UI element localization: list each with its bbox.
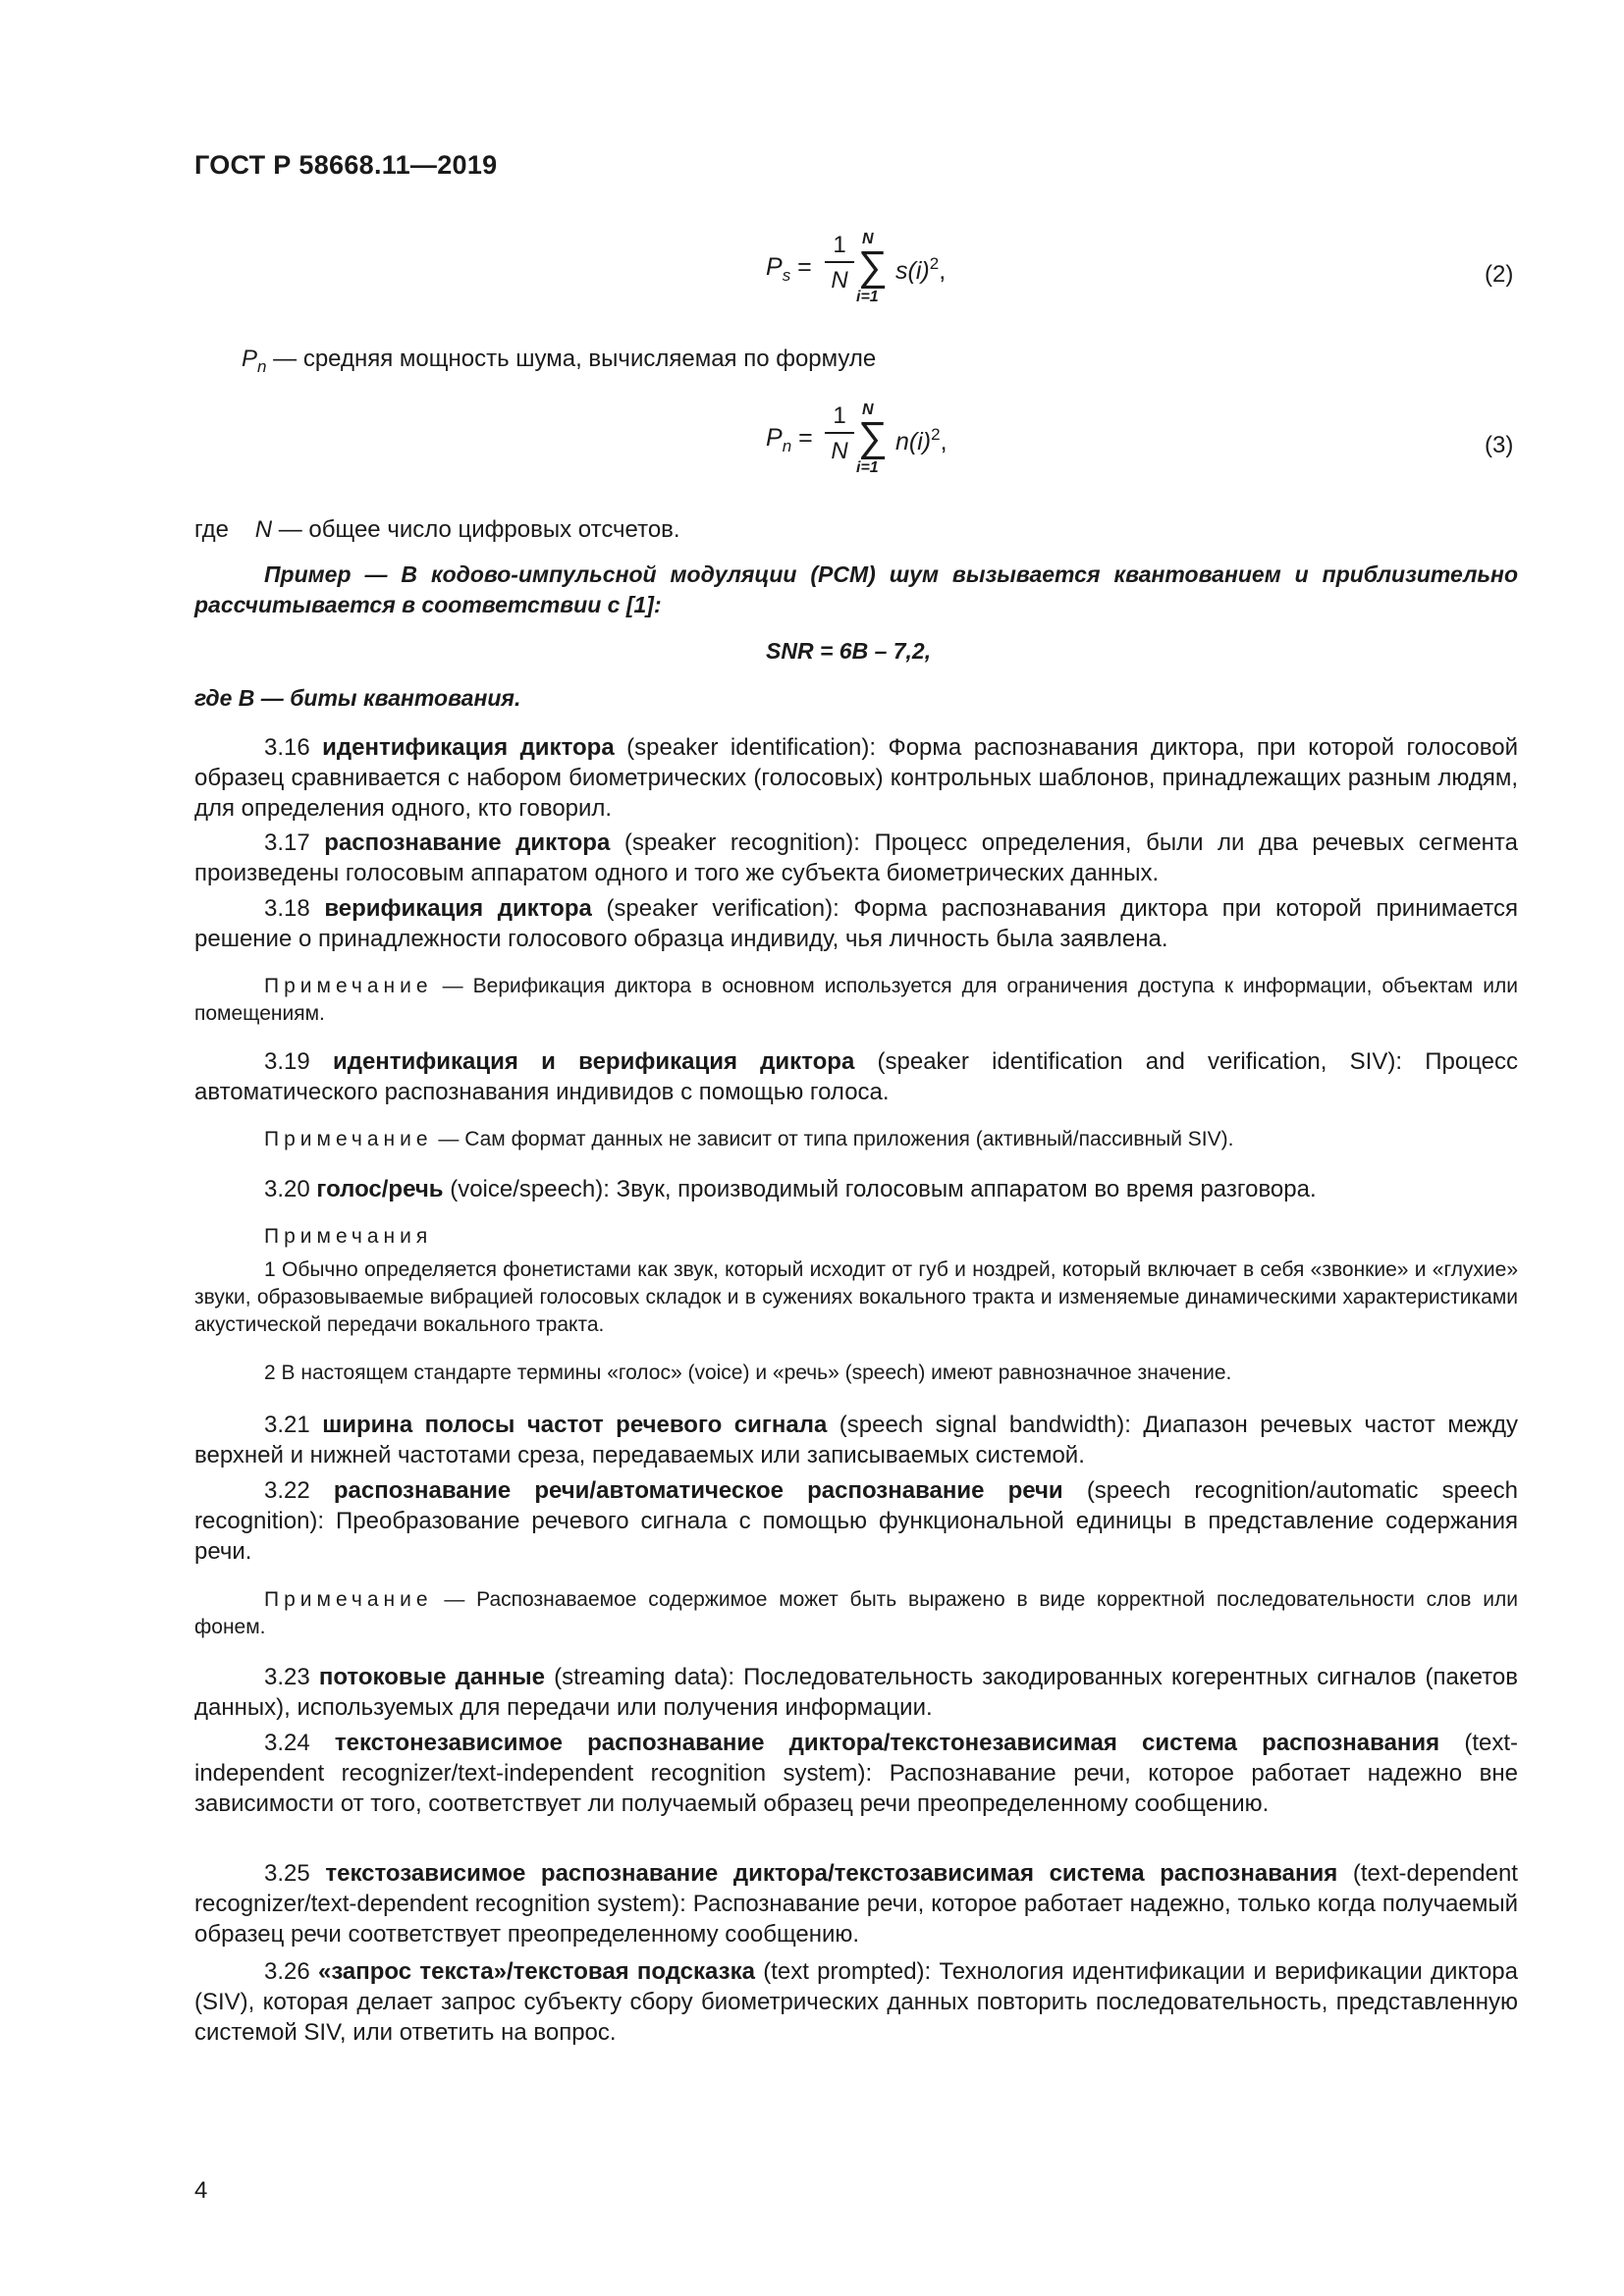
term-3-21: 3.21 ширина полосы частот речевого сигнала (speech signal bandwidth): Диапазон речевых частот между верхней и нижней частотами среза, передаваемых или записываемых системой. <box>194 1412 1518 1468</box>
term-3-22: 3.22 распознавание речи/автоматическое распознавание речи (speech recognition/automatic speech recognition): Преобразование речевого сигнала с помощью функциональной единицы в представление содержания речи. <box>194 1477 1518 1565</box>
example-text: Пример — В кодово-импульсной модуляции (PCM) шум вызывается квантованием и приблизительно рассчитывается в соответствии с [1]: <box>194 561 1518 617</box>
sigma-icon: ∑ <box>858 413 888 459</box>
pn-definition: $P_n$ — средняя мощность шума, вычисляемая по формуле <box>242 346 877 376</box>
where-n: где N — общее число цифровых отсчетов. <box>194 516 680 543</box>
note-3-18: Примечание — Верификация диктора в основном используется для ограничения доступа к информации, объектам или помещениям. <box>194 975 1518 1025</box>
term-3-24: 3.24 текстонезависимое распознавание диктора/текстонезависимая система распознавания (text-independent recognizer/text-independent recognition system): Распознавание речи, которое работает надежно вне зависимости от того, соответствует ли получаемый образец речи преопределенному сообщению. <box>194 1730 1519 1817</box>
note-3-20-2: 2 В настоящем стандарте термины «голос» (voice) и «речь» (speech) имеют равнозначное значение. <box>264 1362 1232 1384</box>
eq2-upper-limit: N <box>862 231 874 247</box>
page-number: 4 <box>194 2177 208 2204</box>
eq3-lhs-sub: n <box>782 437 792 455</box>
eq2-numerator: 1 <box>833 232 846 258</box>
eq3-numerator: 1 <box>833 402 846 429</box>
eq2-fraction-bar <box>825 261 854 263</box>
term-3-20: 3.20 голос/речь (voice/speech): Звук, производимый голосовым аппаратом во время разговора. <box>264 1176 1317 1202</box>
eq3-equals: = <box>798 424 813 452</box>
note-3-19: Примечание — Сам формат данных не зависит от типа приложения (активный/пассивный SIV). <box>264 1128 1234 1150</box>
note-3-20-1: 1 Обычно определяется фонетистами как звук, который исходит от губ и ноздрей, который включает в себя «звонкие» и «глухие» звуки, образовываемые вибрацией голосовых складок и в сужениях вокального тракта и изменяемые динамическими характеристиками акустической передачи вокального тракта. <box>194 1258 1518 1336</box>
term-3-23: 3.23 потоковые данные (streaming data): Последовательность закодированных когерентных сигналов (пакетов данных), используемых для передачи или получения информации. <box>194 1664 1518 1721</box>
eq2-denominator: N <box>831 267 848 294</box>
eq2-tail: , <box>939 257 947 285</box>
eq3-upper-limit: N <box>862 401 874 418</box>
sigma-icon: ∑ <box>858 242 888 289</box>
example-where: где B — биты квантования. <box>194 685 521 711</box>
eq3-tail: , <box>940 428 947 455</box>
eq3-lower-limit: i=1 <box>856 459 879 476</box>
note-3-22: Примечание — Распознаваемое содержимое может быть выражено в виде корректной последовательности слов или фонем. <box>194 1588 1518 1638</box>
term-3-25: 3.25 текстозависимое распознавание диктора/текстозависимая система распознавания (text-dependent recognizer/text-dependent recognition system): Распознавание речи, которое работает надежно, только когда получаемый образец речи соответствует преопределенному сообщению. <box>194 1860 1518 1948</box>
term-3-26: 3.26 «запрос текста»/текстовая подсказка (text prompted): Технология идентификации и верификации диктора (SIV), которая делает запрос субъекту сбору биометрических данных повторить последовательность, представленную системой SIV, или ответить на вопрос. <box>194 1958 1518 2046</box>
term-3-19: 3.19 идентификация и верификация диктора (speaker identification and verification, SIV): Процесс автоматического распознавания индивидов с помощью голоса. <box>194 1048 1519 1105</box>
term-3-18: 3.18 верификация диктора (speaker verification): Форма распознавания диктора при которой принимается решение о принадлежности голосового образца индивиду, чья личность была заявлена. <box>194 895 1518 952</box>
term-3-16: 3.16 идентификация диктора (speaker identification): Форма распознавания диктора, при которой голосовой образец сравнивается с набором биометрических (голосовых) контрольных шаблонов, принадлежащих разным людям, для определения одного, кто говорил. <box>194 734 1518 822</box>
eq2-body: s(i) <box>895 257 930 285</box>
standard-header: ГОСТ Р 58668.11—2019 <box>194 150 498 180</box>
eq3-body: n(i) <box>895 428 932 455</box>
eq2-lower-limit: i=1 <box>856 289 879 305</box>
term-3-17: 3.17 распознавание диктора (speaker recognition): Процесс определения, были ли два речевых сегмента произведены голосовым аппаратом одного и того же субъекта биометрических данных. <box>194 829 1519 886</box>
eq3-denominator: N <box>831 438 848 464</box>
eq2-number: (2) <box>1485 261 1514 288</box>
eq2-equals: = <box>797 253 812 281</box>
notes-3-20-label: Примечания <box>264 1225 433 1248</box>
eq3-fraction-bar <box>825 432 854 434</box>
eq2-lhs-sub: s <box>782 266 791 285</box>
eq3-power: 2 <box>931 425 941 444</box>
eq2-power: 2 <box>929 254 940 273</box>
eq2-lhs: P <box>766 253 783 281</box>
eq3-lhs: P <box>766 424 783 452</box>
example-formula: SNR = 6B – 7,2, <box>766 638 932 664</box>
eq3-number: (3) <box>1485 432 1514 458</box>
